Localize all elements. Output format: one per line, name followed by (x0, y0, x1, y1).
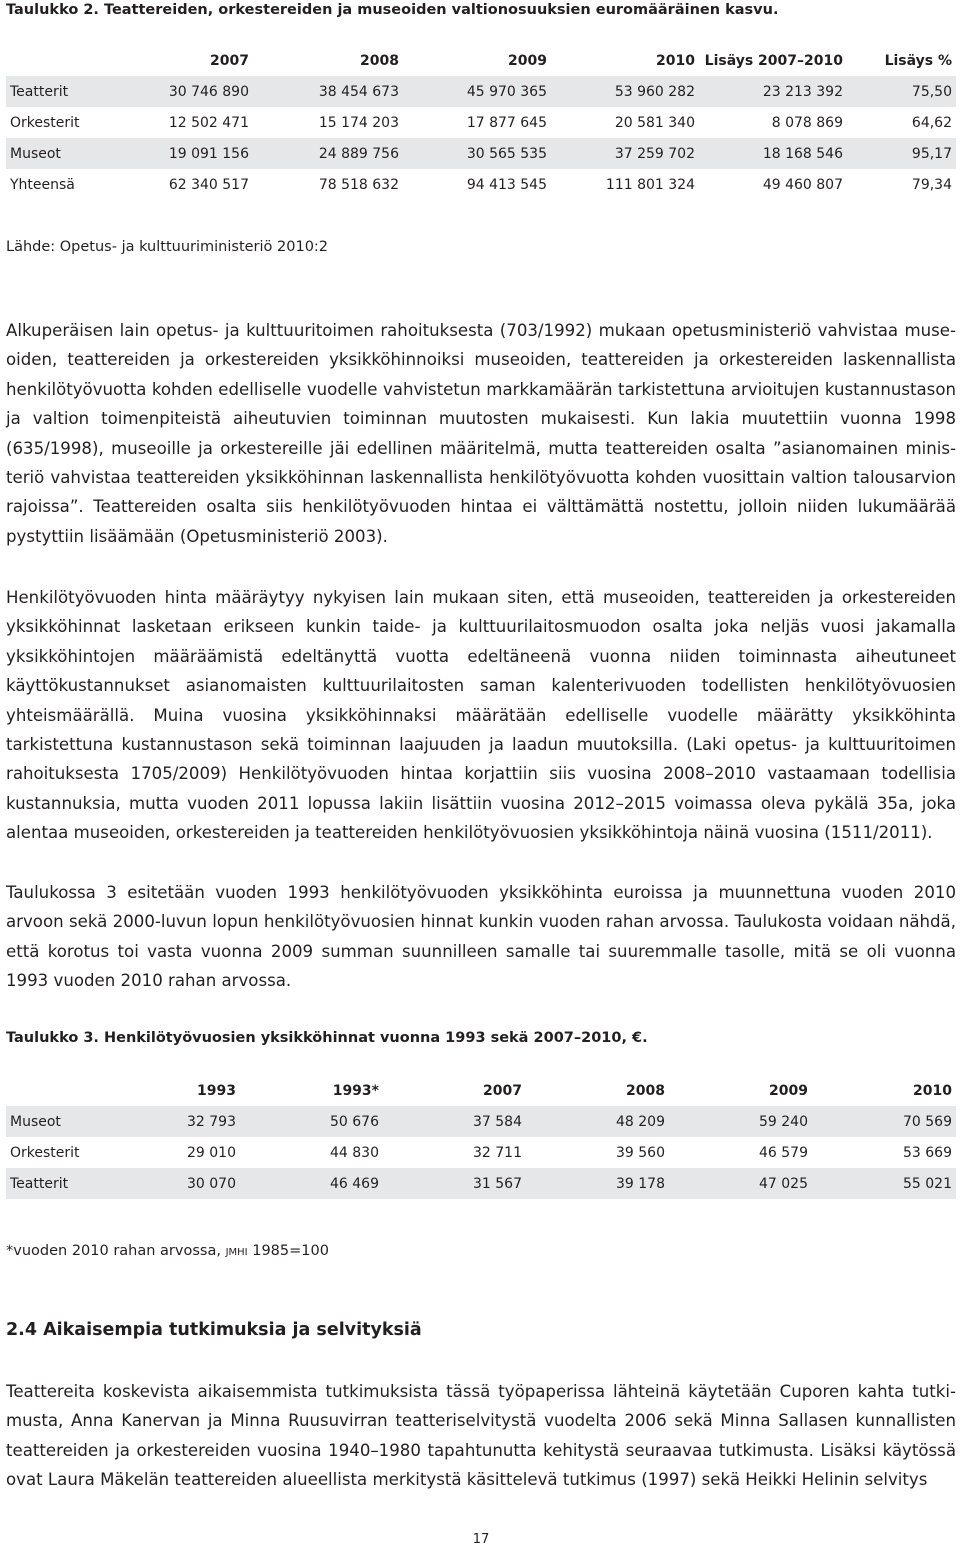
table-cell: 45 970 365 (403, 76, 551, 107)
table-cell: 46 579 (759, 1144, 808, 1161)
table-cell: 53 960 282 (551, 76, 699, 107)
table-cell: 75,50 (847, 76, 956, 107)
table-cell: 29 010 (187, 1144, 236, 1161)
table-row (6, 138, 956, 169)
page-number: 17 (472, 1532, 490, 1547)
table3 (6, 1075, 956, 1199)
table-cell: 39 178 (526, 1168, 669, 1199)
table-cell: 64,62 (911, 114, 952, 131)
table-cell: 111 801 324 (605, 176, 695, 193)
table-cell: 20 581 340 (614, 114, 695, 131)
table-row (6, 76, 956, 107)
table-cell: 44 830 (330, 1144, 379, 1161)
table-cell: 19 091 156 (156, 138, 253, 169)
table-cell: 94 413 545 (466, 176, 547, 193)
table3-header-cell: 2007 (483, 1082, 522, 1099)
table2-header-cell: Lisäys 2007–2010 (704, 52, 843, 69)
footnote-text: *vuoden 2010 rahan arvossa, (6, 1243, 226, 1259)
table2-header-cell: 2008 (360, 52, 399, 69)
row-label: Teatterit (6, 76, 156, 107)
row-label: Teatterit (6, 1168, 156, 1199)
table-row (6, 169, 956, 200)
table-cell: 46 469 (240, 1168, 383, 1199)
table-cell: 59 240 (669, 1106, 812, 1137)
table3-caption: Taulukko 3. Henkilötyövuosien yksikköhinnat vuonna 1993 sekä 2007–2010, €. (6, 1030, 648, 1046)
table-cell: 18 168 546 (699, 138, 847, 169)
table2 (6, 45, 956, 200)
section-heading: 2.4 Aikaisempia tutkimuksia ja selvityksiä (6, 1320, 422, 1340)
table-cell: 24 889 756 (253, 138, 403, 169)
table2-header-cell: Lisäys % (884, 52, 952, 69)
row-label: Orkesterit (10, 114, 80, 131)
footnote-base: 1985=100 (247, 1243, 329, 1259)
table-cell: 62 340 517 (168, 176, 249, 193)
table-cell: 48 209 (526, 1106, 669, 1137)
table3-header-cell: 2009 (769, 1082, 808, 1099)
table3-header-cell (6, 1075, 156, 1106)
table-cell: 95,17 (847, 138, 956, 169)
table-cell: 23 213 392 (699, 76, 847, 107)
table3-header-cell: 2008 (626, 1082, 665, 1099)
table-cell: 50 676 (240, 1106, 383, 1137)
table2-caption: Taulukko 2. Teattereiden, orkestereiden ja museoiden valtionosuuksien euromääräinen kasvu. (6, 2, 779, 18)
table2-header-cell: 2007 (210, 52, 249, 69)
table-cell: 15 174 203 (318, 114, 399, 131)
table3-header-row (6, 1075, 956, 1106)
table-row (6, 1106, 956, 1137)
table-row (6, 1168, 956, 1199)
table-cell: 32 711 (473, 1144, 522, 1161)
table3-header-cell: 1993 (197, 1082, 236, 1099)
row-label: Museot (6, 138, 156, 169)
paragraph-2: Henkilötyövuoden hinta määräytyy nykyisen lain mukaan siten, että museoiden, teattereiden ja orkestereiden yksikköhinnat lasketaan erikseen kunkin taide- ja kulttuurilaitosmuodon osalta joka neljäs vuosi jakamalla yksikköhintojen määräämistä edeltänyttä vuotta edeltäneenä vuonna niiden toiminnasta aiheutuneet käyttökustannukset asianomaisten kulttuurilaitosten saman kalenterivuoden todellisten henkilötyövuosien yhteismäärällä. Muina vuosina yksikköhinnaksi määrätään edelliselle vuodelle määrätty yksikköhinta tarkistettuna kustannustason sekä toiminnan laajuuden ja laadun muutoksilla. (Laki opetus- ja kulttuuritoimen rahoituksesta 1705/2009) Henkilötyövuoden hintaa korjattiin siis vuosina 2008–2010 vastaamaan todellisia kustannuksia, mutta vuoden 2011 lopussa lakiin lisättiin vuosina 2012–2015 voimassa oleva pykälä 35a, joka alentaa museoiden, orkestereiden ja teattereiden henkilötyövuosien yksikköhintoja näinä vuosina (1511/2011). (6, 588, 956, 843)
table-cell: 70 569 (812, 1106, 956, 1137)
paragraph-3: Taulukossa 3 esitetään vuoden 1993 henkilötyövuoden yksikköhinta euroissa ja muunnettuna vuoden 2010 arvoon sekä 2000-luvun lopun henkilötyövuosien hinnat kunkin vuoden rahan arvossa. Taulukosta voidaan nähdä, että korotus toi vasta vuonna 2009 summan suunnilleen samalle tai suuremmalle tasolle, mitä se oli vuonna 1993 vuoden 2010 rahan arvossa. (6, 883, 956, 991)
table-cell: 31 567 (383, 1168, 526, 1199)
table-cell: 30 070 (156, 1168, 240, 1199)
table-cell: 39 560 (616, 1144, 665, 1161)
table-cell: 8 078 869 (771, 114, 843, 131)
table-cell: 12 502 471 (168, 114, 249, 131)
table-cell: 53 669 (903, 1144, 952, 1161)
table-cell: 17 877 645 (466, 114, 547, 131)
table3-header-cell: 1993* (332, 1082, 379, 1099)
row-label: Yhteensä (10, 176, 75, 193)
table3-footnote (6, 1243, 329, 1259)
table-row (6, 1137, 956, 1168)
row-label: Orkesterit (10, 1144, 80, 1161)
table-cell: 32 793 (156, 1106, 240, 1137)
table-cell: 30 565 535 (403, 138, 551, 169)
table-cell: 79,34 (911, 176, 952, 193)
table-cell: 78 518 632 (318, 176, 399, 193)
table2-header-row (6, 45, 956, 76)
paragraph-1: Alkuperäisen lain opetus- ja kulttuuritoimen rahoituksesta (703/1992) mukaan opetusministeriö vahvistaa museoiden, teattereiden ja orkestereiden yksikköhinnoiksi museoiden, teattereiden ja orkestereiden laskennallista henkilötyövuotta kohden edelliselle vuodelle vahvistetun markkamäärän tarkistettuna arvioitujen kustannustason ja valtion toimenpiteistä aiheutuvien toiminnan muutosten mukaisesti. Kun lakia muutettiin vuonna 1998 (635/1998), museoille ja orkestereille jäi edellinen määritelmä, mutta teattereiden osalta ”asianomainen ministeriö vahvistaa teattereiden yksikköhinnan laskennallista henkilötyövuotta kohden vuosittain valtion talousarvion rajoissa”. Teattereiden osalta siis henkilötyövuoden hintaa ei välttämättä nostettu, jolloin niiden lukumäärää pystyttiin lisäämään (Opetusministeriö 2003). (6, 321, 956, 546)
table-cell: 37 259 702 (551, 138, 699, 169)
table-cell: 30 746 890 (156, 76, 253, 107)
table2-header-cell: 2010 (656, 52, 695, 69)
footnote-index-name: jmhi (225, 1243, 248, 1259)
table-cell: 47 025 (669, 1168, 812, 1199)
row-label: Museot (6, 1106, 156, 1137)
paragraph-4: Teattereita koskevista aikaisemmista tutkimuksista tässä työpaperissa lähteinä käytetään Cuporen kahta tutkimusta, Anna Kanervan ja Minna Ruusuvirran teatteriselvitystä vuodelta 2006 sekä Minna Sallasen kunnallisten teattereiden ja orkestereiden vuosina 1940–1980 tapahtunutta kehitystä seuraavaa tutkimusta. Lisäksi käytössä ovat Laura Mäkelän teattereiden alueellista merkitystä käsittelevä tutkimus (1997) sekä Heikki Helinin selvitys (6, 1382, 956, 1490)
table-cell: 49 460 807 (762, 176, 843, 193)
table-row (6, 107, 956, 138)
table2-header-cell: 2009 (508, 52, 547, 69)
table2-source: Lähde: Opetus- ja kulttuuriministeriö 2010:2 (6, 239, 329, 255)
table-cell: 37 584 (383, 1106, 526, 1137)
table-cell: 38 454 673 (253, 76, 403, 107)
table3-header-cell: 2010 (913, 1082, 952, 1099)
table2-header-cell (6, 45, 156, 76)
table-cell: 55 021 (812, 1168, 956, 1199)
